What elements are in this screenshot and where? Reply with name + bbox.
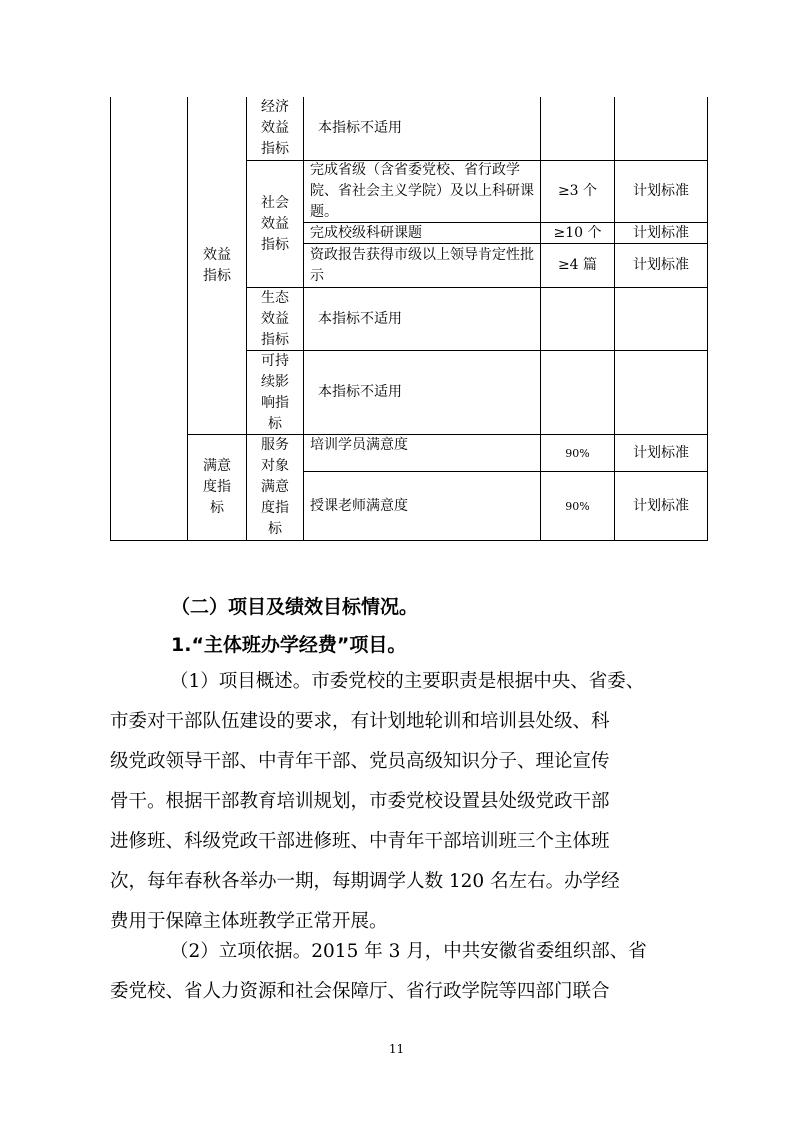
sub-label: 经济效益指标 <box>261 99 289 157</box>
section-heading: （二）项目及绩效目标情况。 <box>171 596 419 618</box>
indicator-value: 90% <box>565 499 590 513</box>
indicator-value: ≥3 个 <box>557 183 598 199</box>
paragraph-line: （2）立项依据。2015 年 3 月，中共安徽省委组织部、省 <box>170 941 647 962</box>
paragraph-line: （1）项目概述。市委党校的主要职责是根据中央、省委、 <box>170 671 645 692</box>
indicator-value: 90% <box>565 446 590 460</box>
sub-label: 生态效益指标 <box>261 289 289 348</box>
group-label-benefit: 效益指标 <box>203 246 231 284</box>
sub-label: 服务对象满意度指标 <box>261 437 289 537</box>
paragraph-line: 市委对干部队伍建设的要求，有计划地轮训和培训县处级、科 <box>110 711 610 732</box>
group-label-satisfaction: 满意度指标 <box>203 458 231 516</box>
indicator-standard: 计划标准 <box>633 183 689 199</box>
paragraph-line: 次，每年春秋各举办一期，每期调学人数 120 名左右。办学经 <box>110 871 620 892</box>
indicator-item: 完成省级（含省委党校、省行政学院、省社会主义学院）及以上科研课题。 <box>310 162 534 220</box>
paragraph-line: 费用于保障主体班教学正常开展。 <box>110 911 388 932</box>
indicator-value: ≥4 篇 <box>557 257 598 273</box>
page-number: 11 <box>388 1042 405 1056</box>
project-heading: 1.“主体班办学经费”项目。 <box>171 634 407 656</box>
indicator-value: ≥10 个 <box>553 224 602 241</box>
body-paragraph <box>110 662 688 942</box>
indicator-item: 完成校级科研课题 <box>310 224 422 241</box>
table-border <box>110 97 111 540</box>
indicator-item: 资政报告获得市级以上领导肯定性批示 <box>310 246 534 284</box>
indicator-standard: 计划标准 <box>633 257 689 273</box>
sub-label: 可持续影响指标 <box>261 352 289 432</box>
paragraph-line: 骨干。根据干部教育培训规划，市委党校设置县处级党政干部 <box>110 791 610 812</box>
table-border <box>707 97 708 540</box>
paragraph-line: 委党校、省人力资源和社会保障厅、省行政学院等四部门联合 <box>110 981 610 1002</box>
body-paragraph <box>110 932 688 1012</box>
sub-label: 社会效益指标 <box>261 194 289 253</box>
paragraph-line: 进修班、科级党政干部进修班、中青年干部培训班三个主体班 <box>110 831 610 852</box>
indicator-item: 本指标不适用 <box>318 384 402 400</box>
indicator-item: 培训学员满意度 <box>310 436 408 453</box>
table-border <box>110 540 708 541</box>
indicator-item: 本指标不适用 <box>318 310 402 327</box>
paragraph-line: 级党政领导干部、中青年干部、党员高级知识分子、理论宣传 <box>110 751 610 772</box>
indicator-standard: 计划标准 <box>633 497 689 514</box>
indicator-standard: 计划标准 <box>633 444 689 461</box>
indicator-item: 本指标不适用 <box>318 120 402 136</box>
indicator-item: 授课老师满意度 <box>310 497 408 514</box>
indicator-standard: 计划标准 <box>633 224 689 241</box>
